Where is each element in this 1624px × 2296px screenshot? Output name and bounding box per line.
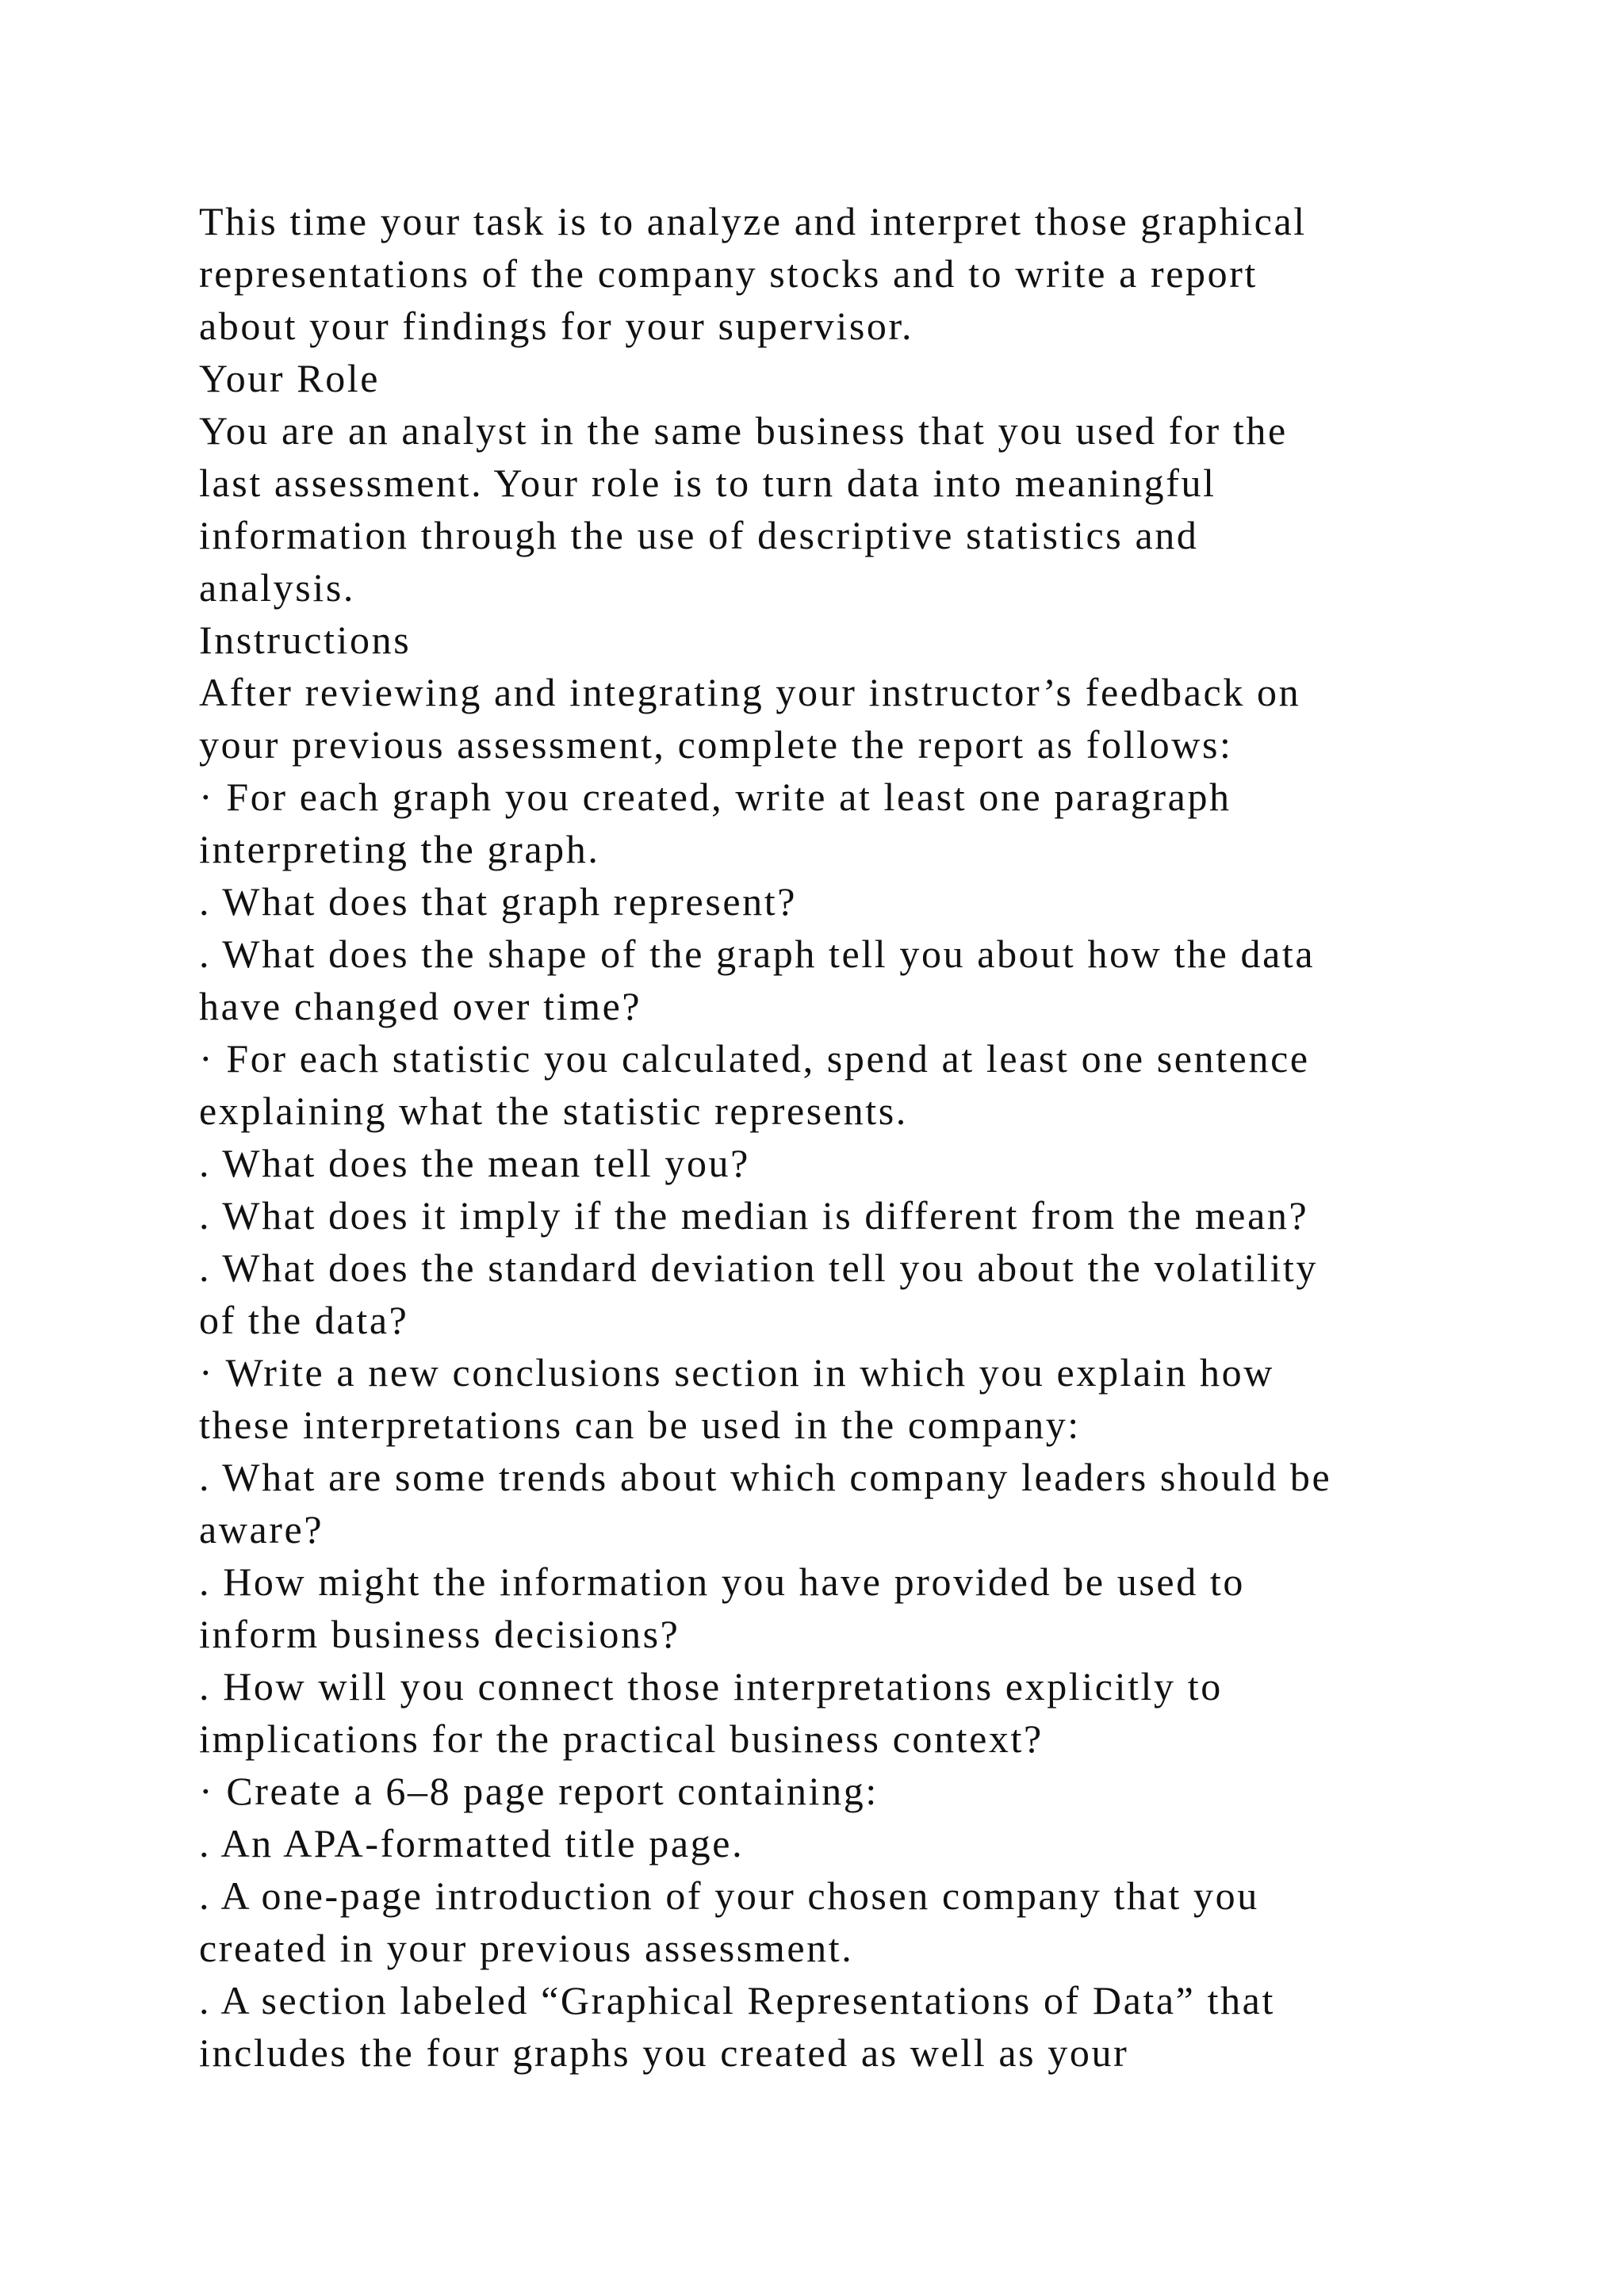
sub-item: . How will you connect those interpretations explicitly to (199, 1664, 1223, 1709)
text-line: your previous assessment, complete the report as follows: (199, 722, 1233, 767)
text-line: aware? (199, 1507, 324, 1552)
text-line: interpreting the graph. (199, 827, 600, 871)
text-line: about your findings for your supervisor. (199, 304, 914, 348)
bullet-item: · For each graph you created, write at least one paragraph (199, 775, 1231, 819)
sub-item: . A one-page introduction of your chosen company that you (199, 1873, 1259, 1918)
sub-item: . What does that graph represent? (199, 879, 798, 924)
text-line: explaining what the statistic represents. (199, 1089, 908, 1133)
sub-item: . A section labeled “Graphical Representations of Data” that (199, 1978, 1275, 2022)
bullet-item: · For each statistic you calculated, spend at least one sentence (199, 1036, 1310, 1081)
sub-item: . What does the standard deviation tell you about the volatility (199, 1246, 1319, 1290)
text-line: analysis. (199, 565, 355, 610)
sub-item: . What are some trends about which company leaders should be (199, 1455, 1332, 1499)
section-heading-instructions: Instructions (199, 618, 412, 662)
sub-item: . An APA-formatted title page. (199, 1821, 745, 1866)
bullet-item: · Create a 6–8 page report containing: (199, 1769, 879, 1813)
text-line: last assessment. Your role is to turn data into meaningful (199, 461, 1216, 505)
text-line: includes the four graphs you created as well as your (199, 2030, 1129, 2075)
text-line: created in your previous assessment. (199, 1926, 854, 1970)
text-line: You are an analyst in the same business that you used for the (199, 408, 1288, 453)
sub-item: . What does it imply if the median is different from the mean? (199, 1193, 1309, 1238)
text-line: inform business decisions? (199, 1612, 680, 1656)
section-heading-your-role: Your Role (199, 356, 381, 400)
text-line: implications for the practical business context? (199, 1716, 1044, 1761)
sub-item: . What does the shape of the graph tell you about how the data (199, 932, 1316, 976)
sub-item: . How might the information you have provided be used to (199, 1559, 1245, 1604)
text-line: of the data? (199, 1298, 409, 1342)
text-line: have changed over time? (199, 984, 642, 1028)
document-body (199, 195, 1547, 2079)
text-line: these interpretations can be used in the company: (199, 1402, 1081, 1447)
text-line: information through the use of descriptive statistics and (199, 513, 1199, 557)
text-line: This time your task is to analyze and interpret those graphical (199, 199, 1307, 243)
sub-item: . What does the mean tell you? (199, 1141, 750, 1185)
text-line: representations of the company stocks and to write a report (199, 251, 1258, 296)
bullet-item: · Write a new conclusions section in which you explain how (199, 1350, 1274, 1395)
text-line: After reviewing and integrating your instructor’s feedback on (199, 670, 1301, 714)
